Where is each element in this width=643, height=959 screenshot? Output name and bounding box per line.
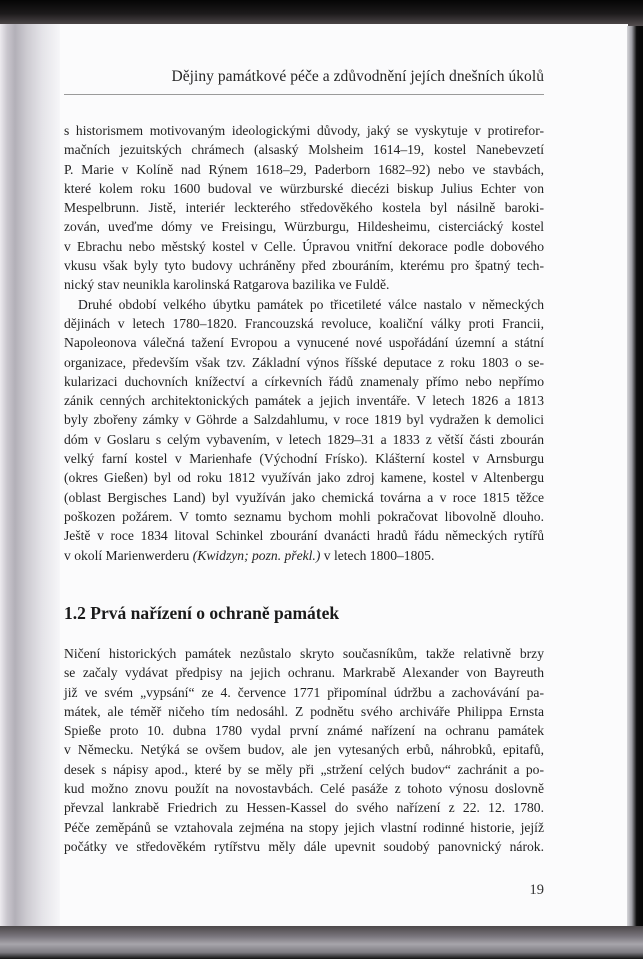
text-line: kularizaci duchovních knížectví a církevních řádů znamenaly přímo nebo nepřímo	[64, 373, 544, 389]
text-line: zován, uveďme dómy ve Freisingu, Würzburgu, Hildesheimu, cisterciácký kostel	[64, 219, 544, 235]
text-line: Druhé období velkého úbytku památek po třicetileté válce nastalo v německých	[78, 296, 544, 312]
text-line: nický stav neunikla karolinská Ratgarova bazilika ve Fuldě.	[64, 277, 390, 293]
text-line: s historismem motivovaným ideologickými důvody, jaký se vyskytuje v protirefor-	[64, 123, 544, 138]
book-gutter-shadow	[0, 24, 60, 928]
text-line: mačních jezuitských chrámech (alsaský Molsheim 1614–19, kostel Nanebevzetí	[64, 142, 544, 158]
text-line: P. Marie v Kolíně nad Rýnem 1618–29, Paderborn 1682–92) nebo ve stavbách,	[64, 161, 544, 177]
translator-note: (Kwidzyn; pozn. překl.)	[192, 547, 321, 563]
text-line: se začaly vydávat předpisy na jejich ochranu. Markrabě Alexander von Bayreuth	[64, 665, 544, 681]
section-heading: 1.2 Prvá nařízení o ochraně památek	[64, 603, 340, 623]
text-line: kud možno znovu použít na novostavbách. Celé pasáže z tohoto výnosu doslovně	[64, 781, 544, 797]
text-line: Mespelbrunn. Jistě, interiér leckterého středověkého kostela byl násilně baroki-	[64, 200, 544, 216]
text-line	[64, 546, 544, 565]
text-line: mátek, ale téměř ničeho tím nedosáhl. Z podnětu svého archiváře Philippa Ernsta	[64, 703, 544, 719]
text-line: organizace, především však tzv. Základní výnos říšské deputace z roku 1803 o se-	[64, 354, 544, 370]
text-line: byly zbořeny zámky v Göhrde a Salzdahlumu, v roce 1819 byl vydražen k demolici	[64, 412, 544, 428]
text-fragment: v letech 1800–1805.	[320, 547, 435, 563]
section-body	[64, 644, 544, 856]
text-line: zánik cenných architektonických památek a jejich inventáře. V letech 1826 a 1813	[64, 393, 544, 409]
text-line: již ve svém „vypsání“ ze 4. července 1771 připomínal údržbu a zachovávání pa-	[64, 684, 544, 700]
text-line: velký farní kostel v Marienhafe (Východní Frísko). Klášterní kostel v Arnsburgu	[64, 451, 544, 467]
body-text	[64, 121, 544, 565]
text-line: dóm v Goslaru s celým vybavením, v letech 1829–31 a 1833 z větší části zbourán	[64, 431, 544, 447]
scanner-bottom-edge	[0, 926, 643, 959]
paragraph-section	[64, 644, 544, 856]
text-line: počátky ve středověkém rytířstvu měly dále upevnit soudobý panovnický nárok.	[64, 838, 544, 854]
text-line: které kolem roku 1600 budoval ve würzburské diecézi biskup Julius Echter von	[64, 180, 544, 196]
text-line: dějinách v letech 1780–1820. Francouzská revoluce, koaliční války proti Francii,	[64, 315, 544, 331]
text-line: (okres Gießen) byl od roku 1812 využíván jako zdroj kamene, kostel v Altenbergu	[64, 470, 544, 486]
text-line: poškozen požárem. V tomto seznamu bychom mohli pokračovat libovolně dlouho.	[64, 508, 544, 524]
text-fragment: v okolí Marienwerderu	[64, 547, 193, 563]
running-head: Dějiny památkové péče a zdůvodnění jejích dnešních úkolů	[171, 68, 544, 85]
text-line: Napoleonova válečná tažení Evropou a vynucené nové uspořádání územní a státní	[64, 335, 544, 351]
page-number: 19	[529, 882, 544, 898]
text-line: Ničení historických památek nezůstalo skryto současníkům, takže relativně brzy	[64, 646, 544, 661]
text-line: desek s nápisy apod., které by se měly při „stržení celých budov“ zachránit a po-	[64, 761, 544, 777]
text-line: v Německu. Netýká se ovšem budov, ale jen vytesaných erbů, náhrobků, epitafů,	[64, 742, 544, 758]
paragraph-continued	[64, 121, 544, 295]
text-line: převzal lankrabě Friedrich zu Hessen-Kassel do svého nařízení z 22. 12. 1780.	[64, 800, 544, 816]
text-line: (oblast Bergisches Land) byl využíván jako chemická továrna a v roce 1815 těžce	[64, 489, 544, 505]
text-line: Spieße proto 10. dubna 1780 vydal první známé nařízení na ochranu památek	[64, 723, 544, 739]
text-line: Ještě v roce 1834 litoval Schinkel zbourání dvanácti hradů řádu německých rytířů	[64, 528, 544, 544]
text-line: Péče zeměpánů se vztahovala zejména na stopy jejich vlastní rodinné historie, jejíž	[64, 819, 544, 835]
running-head-rule	[64, 94, 544, 95]
text-line: v Ebrachu nebo městský kostel v Celle. Úpravou vnitřní dekorace podle dobového	[64, 238, 544, 254]
paragraph-second	[64, 295, 544, 565]
page-right-edge	[627, 26, 643, 931]
text-line: vkusu však byly tyto budovy uchráněny před zbouráním, kterému pro špatný tech-	[64, 258, 544, 274]
